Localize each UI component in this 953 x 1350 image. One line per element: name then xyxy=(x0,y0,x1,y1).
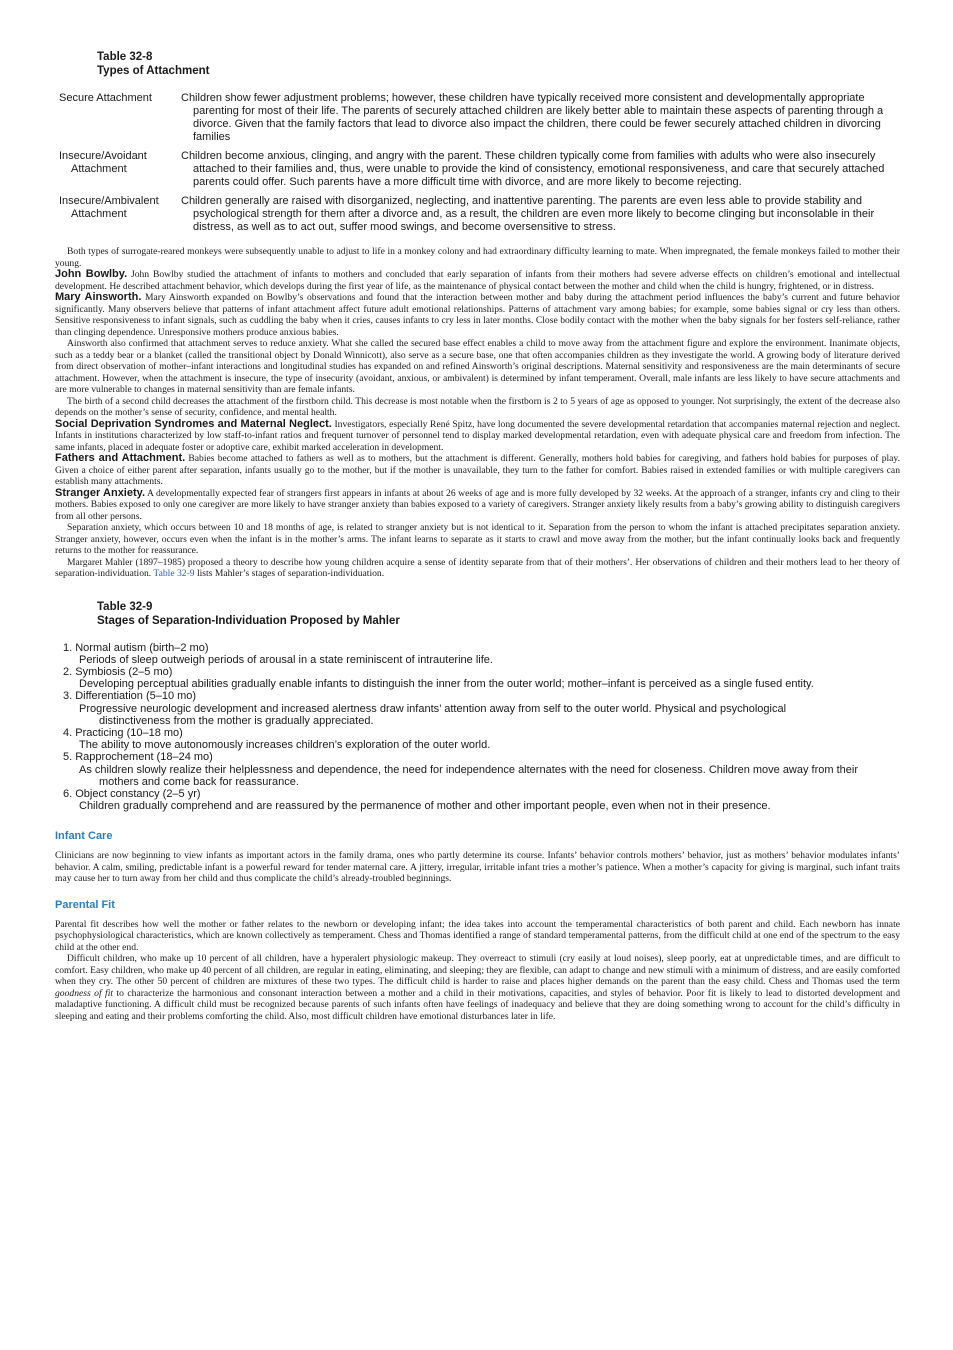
stage-description: Progressive neurologic development and increased alertness draw infants’ attention away from self to the outer world. Physical and psychological xyxy=(79,702,787,715)
stage-description: As children slowly realize their helplessness and dependence, the need for independence alternates with the need for closeness. Children move away from their xyxy=(79,763,859,776)
table-number: Table 32-8 xyxy=(97,51,153,63)
paragraph-mahler xyxy=(55,557,900,580)
table-row xyxy=(55,92,900,144)
paragraph-separation-anxiety: Separation anxiety, which occurs between 10 and 18 months of age, is related to stranger anxiety but is not identical to it. Separation from the person to whom the infant is attached precipitates separation anxiety. Stranger anxiety, however, occurs even when the infant is in the mother’s arms. The infant learns to separate as it starts to crawl and move away from the mother, but the infant continually looks back and frequently returns to the mother for reassurance. xyxy=(55,522,900,556)
stage-title: 5. Rapprochement (18–24 mo) xyxy=(63,751,213,764)
table-title: Types of Attachment xyxy=(97,65,210,77)
parental-fit-text-end: to characterize the harmonious and consonant interaction between a mother and a child in their motivations, capacities, and styles of behavior. Poor fit is likely to lead to distorted development and maladaptive functioning. A difficult child must be recognized because parents of such infants often have feelings of inadequacy and believe that they are doing something wrong to account for the child’s difficulty in sleeping and eating and their problems comforting the child. Also, most difficult children have emotional disturbances later in life. xyxy=(55,987,900,1022)
stranger-text: A developmentally expected fear of strangers first appears in infants at about 26 weeks of age and is more fully developed by 32 weeks. At the approach of a stranger, infants cry and cling to their mothers. Babies exposed to only one caregiver are more likely to have stranger anxiety than babies exposed to a variety of caregivers. Stranger anxiety likely results from a baby’s growing ability to distinguish caregivers from all other persons. xyxy=(55,487,900,522)
attachment-type xyxy=(55,92,181,144)
bowlby-text: John Bowlby studied the attachment of infants to mothers and concluded that early separation of infants from their mothers had severe adverse effects on children’s emotional and intellectual development. He described attachment behavior, which develops during the first year of life, as the maintenance of physical contact between the mother and child when the child is hungry, frightened, or in distress. xyxy=(55,269,900,292)
list-item xyxy=(63,727,900,751)
list-item xyxy=(63,751,900,788)
attachment-type-line1: Secure Attachment xyxy=(59,92,152,104)
table-caption xyxy=(97,50,900,78)
attachment-type-line2: Attachment xyxy=(71,163,127,175)
table-number: Table 32-9 xyxy=(97,600,153,613)
stage-title: 6. Object constancy (2–5 yr) xyxy=(63,787,201,800)
attachment-description: Children become anxious, clinging, and angry with the parent. These children typically come from families with adults who were also insecurely attached to their families and, thus, were unable to provide the kind of consistency, emotional responsiveness, and care that securely attached parents could offer. Such parents have a more difficult time with divorce, and are more likely to become rejecting. xyxy=(181,150,885,188)
document-page xyxy=(55,50,900,1022)
stage-description-continued: distinctiveness from the mother is gradually appreciated. xyxy=(99,714,374,727)
list-item xyxy=(63,690,900,727)
mahler-text-end: lists Mahler’s stages of separation-individuation. xyxy=(194,568,385,579)
section-heading-parental-fit: Parental Fit xyxy=(55,898,115,911)
parental-fit-text: Difficult children, who make up 10 percent of all children, have a hyperalert physiologic makeup. They overreact to stimuli (cry easily at loud noises), sleep poorly, eat at unpredictable times, and are difficult to comfort. Easy children, who make up 40 percent of all children, are regular in eating, eliminating, and sleeping; they are flexible, can adapt to change and new stimuli with a minimum of distress, and are easily comforted when they cry. The other 50 percent of children are mixtures of these two types. The difficult child is harder to raise and places higher demands on the parent than the easy child. Chess and Thomas used the term xyxy=(55,953,900,988)
mahler-text: Margaret Mahler (1897–1985) proposed a theory to describe how young children acquire a sense of identity separate from that of their mothers’. Her observations of children and their mothers lead to her theory of separation-individuation. xyxy=(55,556,900,579)
stage-title: 4. Practicing (10–18 mo) xyxy=(63,726,183,739)
paragraph-monkeys: Both types of surrogate-reared monkeys were subsequently unable to adjust to life in a monkey colony and had extraordinary difficulty learning to mate. When impregnated, the female monkeys failed to mother their young. xyxy=(55,246,900,269)
table-32-9 xyxy=(55,600,900,813)
table-title: Stages of Separation-Individuation Proposed by Mahler xyxy=(97,614,400,627)
stage-description-continued: mothers and come back for reassurance. xyxy=(99,775,299,788)
paragraph-ainsworth-3: The birth of a second child decreases the attachment of the firstborn child. This decrease is most notable when the firstborn is 2 to 5 years of age as opposed to younger. Not surprisingly, the extent of the decrease also depends on the mother’s sense of security, confidence, and mental health. xyxy=(55,395,900,418)
paragraph-parental-fit-2 xyxy=(55,953,900,1022)
attachment-type xyxy=(55,150,181,189)
section-heading-infant-care: Infant Care xyxy=(55,830,113,843)
list-item xyxy=(63,788,900,812)
paragraph-ainsworth-2: Ainsworth also confirmed that attachment serves to reduce anxiety. What she called the secured base effect enables a child to move away from the attachment figure and explore the environment. Inanimate objects, such as a teddy bear or a blanket (called the transitional object by Donald Winnicott), also serve as a secure base, one that often accompanies children as they investigate the world. A growing body of literature derived from direct observation of mother–infant interactions and longitudinal studies has expanded on and refined Ainsworth’s original descriptions. Maternal sensitivity and responsiveness are the main determinants of secure attachment. However, when the attachment is insecure, the type of insecurity (avoidant, anxious, or ambivalent) is determined by infant temperament. Overall, male infants are less likely to have secure attachments and are more vulnerable to changes in maternal sensitivity than are female infants. xyxy=(55,338,900,395)
stage-title: 1. Normal autism (birth–2 mo) xyxy=(63,641,209,654)
attachment-type-line1: Insecure/Avoidant xyxy=(59,150,147,162)
table-32-9-link[interactable]: Table 32-9 xyxy=(153,568,195,579)
goodness-of-fit-term: goodness of fit xyxy=(55,987,114,999)
paragraph-parental-fit: Parental fit describes how well the mother or father relates to the newborn or developing infant; the idea takes into account the temperamental characteristics of both parent and child. Each newborn has innate psychophysiological characteristics, which are known collectively as temperament. Chess and Thomas identified a range of standard temperamental patterns, from the difficult child at one end of the spectrum to the easy child at the other end. xyxy=(55,918,900,953)
attachment-type-line2: Attachment xyxy=(71,208,127,220)
fathers-text: Babies become attached to fathers as well as to mothers, but the attachment is different. Generally, mothers hold babies for caregiving, and fathers hold babies for purposes of play. Given a choice of either parent after separation, infants usually go to the mother, but if the mother is unavailable, they turn to the father for comfort. Babies raised in extended families or with multiple caregivers can establish many attachments. xyxy=(55,453,900,487)
list-item xyxy=(63,642,900,666)
runin-heading-stranger: Stranger Anxiety. xyxy=(55,486,146,499)
runin-heading-bowlby: John Bowlby. xyxy=(55,268,128,280)
list-item xyxy=(63,666,900,690)
attachment-description: Children show fewer adjustment problems; however, these children have typically received more consistent and developmentally appropriate parenting for most of their life. The parents of securely attached children are likely better able to maintain these aspects of parenting through a divorce. Given that the family factors that lead to divorce also impact the children, there could be fewer securely attached children in divorcing families xyxy=(181,92,884,143)
ainsworth-text: Mary Ainsworth expanded on Bowlby’s observations and found that the interaction between mother and baby during the attachment period influences the baby’s current and future behavior significantly. Many observers believe that patterns of infant attachment affect future adult emotional relationships. Patterns of attachment vary among babies; for example, some babies signal or cry less than others. Sensitive responsiveness to infant signals, such as cuddling the baby when it cries, causes infants to cry less in later months. Close bodily contact with the mother when the baby signals for her fosters self-reliance, rather than clinging dependence. Unresponsive mothers produce anxious babies. xyxy=(55,292,900,338)
stage-description: Periods of sleep outweigh periods of arousal in a state reminiscent of intrauterine life. xyxy=(79,653,493,666)
deprivation-text: Investigators, especially René Spitz, have long documented the severe developmental retardation that accompanies maternal rejection and neglect. Infants in institutions characterized by low staff-to-infant ratios and frequent turnover of personnel tend to display marked developmental retardation, even with adequate physical care and freedom from infection. The same infants, placed in adequate foster or adoptive care, exhibit marked acceleration in development. xyxy=(55,418,901,453)
table-32-8 xyxy=(55,50,900,234)
stage-title: 3. Differentiation (5–10 mo) xyxy=(63,690,197,703)
paragraph-fathers xyxy=(55,453,900,488)
stage-description: The ability to move autonomously increases children’s exploration of the outer world. xyxy=(79,739,491,752)
table-row xyxy=(55,195,900,234)
runin-heading-ainsworth: Mary Ainsworth. xyxy=(55,291,142,303)
attachment-table xyxy=(55,92,900,234)
stage-description: Children gradually comprehend and are reassured by the permanence of mother and other important people, even when not in their presence. xyxy=(79,800,771,813)
table-row xyxy=(55,150,900,189)
stage-title: 2. Symbiosis (2–5 mo) xyxy=(63,665,173,678)
runin-heading-fathers: Fathers and Attachment. xyxy=(55,452,186,464)
attachment-description: Children generally are raised with disorganized, neglecting, and inattentive parenting. The parents are even less able to provide stability and psychological strength for them after a divorce and, as a result, the children are even more likely to become clinging but inconsolable in their distress, as well as to act out, suffer mood swings, and become oversensitive to stress. xyxy=(181,195,875,233)
stage-description: Developing perceptual abilities gradually enable infants to distinguish the inner from the outer world; mother–infant is perceived as a single fused entity. xyxy=(79,678,814,691)
paragraph-stranger xyxy=(55,488,900,523)
paragraph-ainsworth xyxy=(55,292,900,338)
mahler-stages-list xyxy=(55,642,900,813)
attachment-type-line1: Insecure/Ambivalent xyxy=(59,195,159,207)
paragraph-infant-care: Clinicians are now beginning to view infants as important actors in the family drama, ones who partly determine its course. Infants’ behavior controls mothers’ behavior, just as mothers’ behavior modulates infants’ behavior. A calm, smiling, predictable infant is a powerful reward for tender maternal care. A jittery, irregular, irritable infant tries a mother’s patience. When a mother’s capacity for giving is marginal, such infant traits may cause her to turn away from her child and thus complicate the child’s already-troubled beginnings. xyxy=(55,850,900,885)
runin-heading-deprivation: Social Deprivation Syndromes and Maternal Neglect. xyxy=(55,417,332,430)
table-caption xyxy=(97,600,900,628)
paragraph-deprivation xyxy=(55,419,900,454)
paragraph-bowlby xyxy=(55,269,900,292)
attachment-type xyxy=(55,195,181,234)
